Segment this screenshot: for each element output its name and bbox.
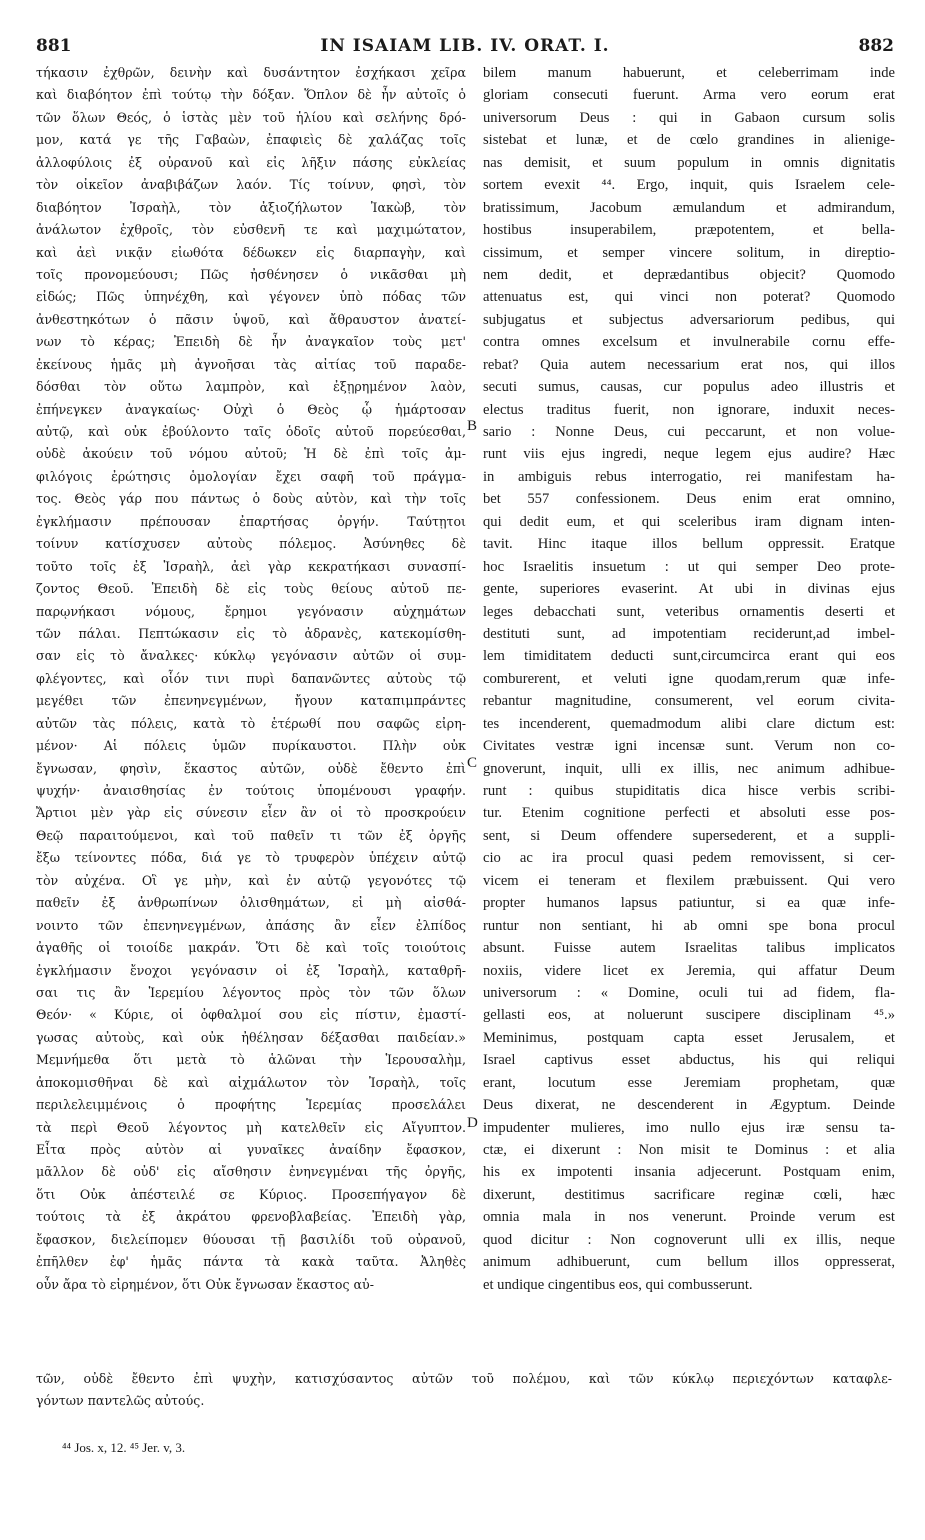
greek-line: ἀνάλωτον ἐχθροῖς, τὸν εὐσθενῆ τε καὶ μαχιμώτατον,	[36, 222, 466, 238]
greek-line: νοιντο τῶν ἐπενηνεγμένων, ἀπάσης ἂν εἶεν ἐλπίδος	[36, 917, 466, 933]
latin-line: cio ac ira procul quasi pedem removissent, si cer-	[483, 850, 895, 867]
full-width-continuation	[36, 1368, 892, 1413]
greek-line: ἔξω τείνοντες πόδα, διά γε τὸ τρυφερὸν ὑπέχειν αὐτῷ	[36, 850, 466, 866]
greek-line: διαβόητον Ἰσραὴλ, τὸν ἀξιοζήλωτον Ἰακὼβ, τὸν	[36, 199, 466, 215]
latin-line: gellasti eos, at noluerunt suscipere disciplinam ⁴⁵.»	[483, 1007, 895, 1024]
greek-line: Εἶτα πρὸς αὐτὸν αἱ γυναῖκες ἀναίδην ἔφασκον,	[36, 1142, 466, 1157]
greek-line: τὰ περὶ Θεοῦ λέγοντος μὴ κατελθεῖν εἰς Αἴγυπτον.	[36, 1119, 466, 1135]
greek-line: τοῖς προνομεύουσι; Πῶς ἠσθένησεν ὁ νικᾶσθαι μὴ	[36, 266, 466, 282]
latin-line: gloriam consecuti fuerunt. Arma vero eorum erat	[483, 87, 895, 104]
greek-line: ἀνθεστηκότων ὁ πᾶσιν ὑψοῦ, καὶ ἄθραυστον ἀνατεί-	[36, 311, 466, 327]
greek-full-line: γόντων παντελῶς αὐτούς.	[36, 1393, 205, 1409]
latin-line: impudenter mulieres, imo nullo ejus iræ sensu ta-	[483, 1119, 895, 1136]
greek-line: εἰδώς; Πῶς ὑπηνέχθη, καὶ γέγονεν ὑπὸ πόδας τῶν	[36, 289, 466, 305]
greek-line: ψυχήν· ἀναισθησίας ἐν τούτοις ὑπομένουσι γραφήν.	[36, 783, 466, 798]
right-page-number: 882	[858, 36, 894, 56]
greek-line: ἔγνωσαν, φησὶν, ἕκαστος αὐτῶν, οὐδὲ ἔθεντο ἐπὶ	[36, 760, 466, 776]
latin-line: quod dicitur : Non cognoverunt ulli ex illis, neque	[483, 1231, 895, 1248]
latin-line: bilem manum habuerunt, et celeberrimam inde	[483, 65, 895, 81]
greek-line: ἀποκομισθῆναι δὲ καὶ αἰχμάλωτον τὸν Ἰσραὴλ, τοῖς	[36, 1074, 466, 1090]
latin-line: vicem ei teneram et flexilem præbuissent. Qui vero	[483, 872, 895, 889]
latin-line: secuti sumus, causas, cur populus adeo illustris et	[483, 379, 895, 396]
greek-line: ἀγαθῆς οἱ τοιοίδε μακράν. Ὅτι δὲ καὶ τοῖς τοιούτοις	[36, 940, 466, 956]
latin-line: dixerunt, destitimus sacrificare reginæ cœli, hæc	[483, 1186, 895, 1203]
latin-line: sortem evexit ⁴⁴. Ergo, inquit, quis Israelem cele-	[483, 177, 895, 194]
latin-line: bratissimum, Jacobum æmulandum et admirandum,	[483, 199, 895, 216]
latin-line: et undique cingentibus eos, qui combusserunt.	[483, 1276, 753, 1293]
latin-line: sario : Nonne Deus, cui peccarunt, et non volue-	[483, 424, 895, 440]
latin-line: leges debacchati sunt, veteribus ornamentis deserti et	[483, 603, 895, 620]
greek-line: τὸν αὐχένα. Οἳ γε μὴν, καὶ ἐν αὐτῷ γεγονότες τῷ	[36, 872, 466, 888]
greek-line: τῶν πάλαι. Πεπτώκασιν εἰς τὸ ἀδρανὲς, κατεκομίσθη-	[36, 625, 466, 641]
latin-line: cissimum, et semper vincere solitum, in direptio-	[483, 244, 895, 261]
greek-line: περιλελειμμένοις ὁ προφήτης Ἱερεμίας προσελάλει	[36, 1097, 466, 1113]
greek-line: ἔφασκον, διελείπομεν θύουσαι τῇ βασιλίδι τοῦ οὐρανοῦ,	[36, 1231, 466, 1247]
greek-line: καὶ διαβόητον ἐπὶ τούτῳ τὴν δόξαν. Ὅπλον δὲ ἦν αὐτοῖς ὁ	[36, 87, 466, 103]
greek-line: γωσας αὐτοὺς, καὶ οὐκ ἠθέλησαν δέξασθαι παιδείαν.»	[36, 1029, 466, 1045]
latin-line: universorum : « Domine, oculi tui ad fidem, fla-	[483, 984, 895, 1001]
latin-line: rebat? Quia autem necessarium erat nos, qui illos	[483, 356, 895, 373]
latin-line: rebantur magnitudine, consumerent, vel eorum civita-	[483, 693, 895, 710]
latin-line: hoc Israelitis insuetum : ut qui semper Deo prote-	[483, 558, 895, 575]
latin-line: animum adhibuerunt, cum bellum illos oppresserat,	[483, 1254, 895, 1271]
latin-line: Civitates vestræ igni incensæ sunt. Verum non co-	[483, 738, 895, 755]
latin-line: noxiis, videre licet ex Jeremia, qui affatur Deum	[483, 962, 895, 979]
greek-line: μᾶλλον δὲ οὐδ' εἰς αἴσθησιν ἐνηνεγμέναι τῆς ὀργῆς,	[36, 1164, 466, 1180]
latin-line: sent, si Deum offendere supersederent, et a suppli-	[483, 827, 895, 844]
greek-line: παρῳνήκασι νόμους, ἔρημοι γεγόνασιν αὐχημάτων	[36, 603, 466, 619]
greek-line: τοῦτο τοῖς ἐξ Ἰσραὴλ, ἀεὶ γὰρ κεκρατήκασι συνασπί-	[36, 558, 466, 574]
greek-line: φιλόγοις ἐρώτησις ὁμολογίαν ἔχει σαφῆ τοῦ πράγμα-	[36, 468, 466, 484]
greek-line: ἐπῆλθεν ἐφ' ἡμᾶς πάντα τὰ κακὰ ταῦτα. Ἀληθὲς	[36, 1254, 466, 1270]
latin-line: universorum Deus : qui in Gabaon cursum solis	[483, 109, 895, 126]
greek-line: δόσθαι τὸν οὕτω λαμπρὸν, καὶ ἐξῃρημένον λαὸν,	[36, 379, 466, 395]
latin-line: destituti sunt, ad impotentiam reciderunt,ad imbel-	[483, 625, 895, 642]
latin-line: tur. Etenim cognitione perfecti et absoluti esse pos-	[483, 805, 895, 822]
greek-line: τούτοις τὰ ἐξ ἀκράτου φρενοβλαβείας. Ἐπειδὴ γὰρ,	[36, 1209, 466, 1225]
footnotes: ⁴⁴ Jos. x, 12. ⁴⁵ Jer. v, 3.	[62, 1440, 186, 1455]
greek-line: μον, κατά γε τῆς Γαβαὼν, ἐπαφιεὶς δὲ χαλάζας τοῖς	[36, 132, 466, 148]
latin-line: qui dedit eum, et qui sceleribus iram dignam inten-	[483, 513, 895, 530]
greek-line: αὐτῷ, καὶ οὐκ ἐβούλοντο ταῖς ὁδοῖς αὐτοῦ πορεύεσθαι,	[36, 424, 466, 439]
greek-column	[36, 62, 466, 1296]
latin-line: hostibus insuperabilem, præpotentem, et bella-	[483, 222, 895, 239]
margin-marker-d: D	[467, 1115, 478, 1131]
greek-line: τος. Θεὸς γάρ που πάντως ὁ δοὺς αὐτὸν, καὶ τὴν τοῖς	[36, 491, 466, 507]
greek-line: τὸν οἰκεῖον ἀναβιβάζων λαόν. Τίς τοίνυν, φησὶ, τὸν	[36, 177, 466, 193]
margin-marker-b: B	[467, 418, 478, 434]
latin-line: sistebat et lunæ, et de cœlo grandines in alienige-	[483, 132, 895, 149]
latin-line: contra omnes excelsum et invulnerabile cornu effe-	[483, 334, 895, 351]
latin-line: runt viis ejus ingredi, neque legem ejus audire? Hæc	[483, 446, 895, 463]
latin-line: propter humanos lapsus patiuntur, si ea quæ infe-	[483, 895, 895, 912]
greek-line: φλέγοντες, καὶ οἷόν τινι πυρὶ δαπανῶντες αὐτοὺς τῷ	[36, 670, 466, 686]
greek-line: αὐτῶν τὰς πόλεις, κατὰ τὸ ἑτέρωθί που σαφῶς εἰρη-	[36, 715, 466, 731]
latin-line: subjugatus et subjectus adversariorum pedibus, qui	[483, 311, 895, 328]
running-header	[36, 36, 894, 58]
greek-line: ἐγκλήμασιν πρέπουσαν ἐπαρτήσας ὀργήν. Ταύτῃτοι	[36, 513, 466, 529]
greek-line: σαν εἰς τὸ ἄναλκες· κύκλῳ γεγόνασιν αὐτῶν οἱ συμ-	[36, 648, 466, 664]
latin-line: omnia mala in nos venerunt. Proinde verum est	[483, 1209, 895, 1226]
latin-line: Meminimus, postquam capta esset Jerusalem, et	[483, 1029, 895, 1046]
latin-line: nem dedit, et deprædantibus objecit? Quomodo	[483, 266, 895, 283]
latin-line: in ambiguis rebus interrogatio, rei manifestam ha-	[483, 468, 895, 485]
greek-line: καὶ ἀεὶ νικᾷν εἰωθότα δέδωκεν εἰς διαρπαγὴν, καὶ	[36, 244, 466, 260]
latin-line: nas demisit, et suum populum in omnis dignitatis	[483, 154, 895, 171]
greek-line: οὖν ἄρα τὸ εἰρημένον, ὅτι Οὐκ ἔγνωσαν ἕκαστος αὐ-	[36, 1276, 374, 1292]
latin-line: erant, locutum esse Jeremiam prophetam, quæ	[483, 1074, 895, 1091]
latin-line: comburerent, et veluti igne quodam,rerum quæ infe-	[483, 670, 895, 687]
greek-line: τοίνυν κατίσχυσεν αὐτοὺς πόλεμος. Ἀσύνηθες δὲ	[36, 536, 466, 552]
latin-line: absunt. Fuisse autem Israelitas talibus implicatos	[483, 940, 895, 957]
latin-column	[483, 62, 895, 1296]
latin-line: bet 557 confessionem. Deus enim erat omnino,	[483, 491, 895, 508]
greek-line: ζοντος Θεοῦ. Ἐπειδὴ δὲ εἰς τοὺς θείους αὐτοῦ πε-	[36, 581, 466, 597]
latin-line: electus traditus fuerit, non ignorare, induxit neces-	[483, 401, 895, 418]
greek-line: ἐπήνεγκεν ἀναγκαίως· Οὐχὶ ὁ Θεὸς ᾧ ἡμάρτοσαν	[36, 401, 466, 417]
latin-line: lem timiditatem deducti sunt,circumcirca erant qui eos	[483, 648, 895, 665]
greek-line: ὅτι Οὐκ ἀπέστειλέ σε Κύριος. Προσεπήγαγον δὲ	[36, 1186, 466, 1202]
greek-line: ἐγκλήμασιν ἔνοχοι γεγόνασιν οἱ ἐξ Ἰσραὴλ, καταθρῆ-	[36, 962, 466, 978]
greek-line: μένον· Αἱ πόλεις ὑμῶν πυρίκαυστοι. Πλὴν οὐκ	[36, 738, 466, 754]
margin-marker-c: C	[467, 755, 478, 771]
greek-line: οὐδὲ ἀκούειν τοῦ νόμου αὐτοῦ; Ἡ δὲ ἐπὶ τοῖς ἀμ-	[36, 446, 466, 462]
greek-full-line: τῶν, οὐδὲ ἔθεντο ἐπὶ ψυχὴν, κατισχύσαντος αὐτῶν τοῦ πολέμου, καὶ τῶν κύκλῳ περιεχόντων καταφλε-	[36, 1371, 892, 1386]
latin-line: tavit. Hinc itaque illos bellum oppressit. Eratque	[483, 536, 895, 553]
latin-line: Deus dixerat, ne descenderent in Ægyptum. Deinde	[483, 1097, 895, 1114]
greek-line: ἐκείνους ἡμᾶς μὴ ἀγνοῆσαι τὰς αἰτίας τοῦ παραδε-	[36, 356, 466, 372]
greek-line: ἀλλοφύλοις ἐξ οὐρανοῦ καὶ εἰς λῆξιν πάσης εὐκλείας	[36, 154, 466, 170]
greek-line: τήκασιν ἐχθρῶν, δεινὴν καὶ δυσάντητον ἐσχήκασι χεῖρα	[36, 65, 466, 80]
greek-line: Ἄρτιοι μὲν γὰρ εἰς σύνεσιν εἶεν ἂν οἱ τὸ προσκρούειν	[36, 805, 466, 821]
greek-line: μεγέθει τῶν ἐπενηνεγμένων, ἤγουν καταπιμπράντες	[36, 693, 466, 709]
greek-line: Μεμνήμεθα ὅτι μετὰ τὸ ἁλῶναι τὴν Ἱερουσαλὴμ,	[36, 1052, 466, 1068]
left-page-number: 881	[36, 36, 72, 56]
greek-line: σαι τις ἂν Ἱερεμίου λέγοντος πρὸς τὸν τῶν ὅλων	[36, 984, 466, 1000]
greek-line: τῶν ὅλων Θεός, ὁ ἱστὰς μὲν τοῦ ἡλίου καὶ σελήνης δρό-	[36, 109, 466, 125]
latin-line: runtur non sentiant, hi ab omni spe bona procul	[483, 917, 895, 934]
latin-line: gnoverunt, inquit, ulli ex illis, nec animum adhibue-	[483, 760, 895, 777]
latin-line: ctæ, ei dixerunt : Non misit te Dominus : et alia	[483, 1142, 895, 1158]
greek-line: Θεόν· « Κύριε, οἱ ὀφθαλμοί σου εἰς πίστιν, ἐμαστί-	[36, 1007, 466, 1023]
latin-line: tes incenderent, quemadmodum alibi clare dictum est:	[483, 715, 895, 732]
latin-line: runt : quibus stupiditatis dica hisce verbis scribi-	[483, 783, 895, 799]
greek-line: νων τὸ κέρας; Ἐπειδὴ δὲ ἦν ἀναγκαῖον τοὺς μετ'	[36, 334, 466, 350]
latin-line: his ex impotenti insania adjecerunt. Postquam enim,	[483, 1164, 895, 1181]
latin-line: Israel captivus esset abductus, his qui reliqui	[483, 1052, 895, 1069]
greek-line: Θεῷ παραιτούμενοι, καὶ τοῦ παθεῖν τι τῶν ἐξ ὀργῆς	[36, 827, 466, 843]
latin-line: gente, superiores evaserint. At ubi in divinas ejus	[483, 581, 895, 598]
latin-line: attenuatus est, qui vinci non poterat? Quomodo	[483, 289, 895, 306]
running-title: IN ISAIAM LIB. IV. ORAT. I.	[320, 36, 610, 56]
greek-line: παθεῖν ἐξ ἀνθρωπίνων ὀλισθημάτων, εἰ μὴ αἰσθά-	[36, 895, 466, 911]
